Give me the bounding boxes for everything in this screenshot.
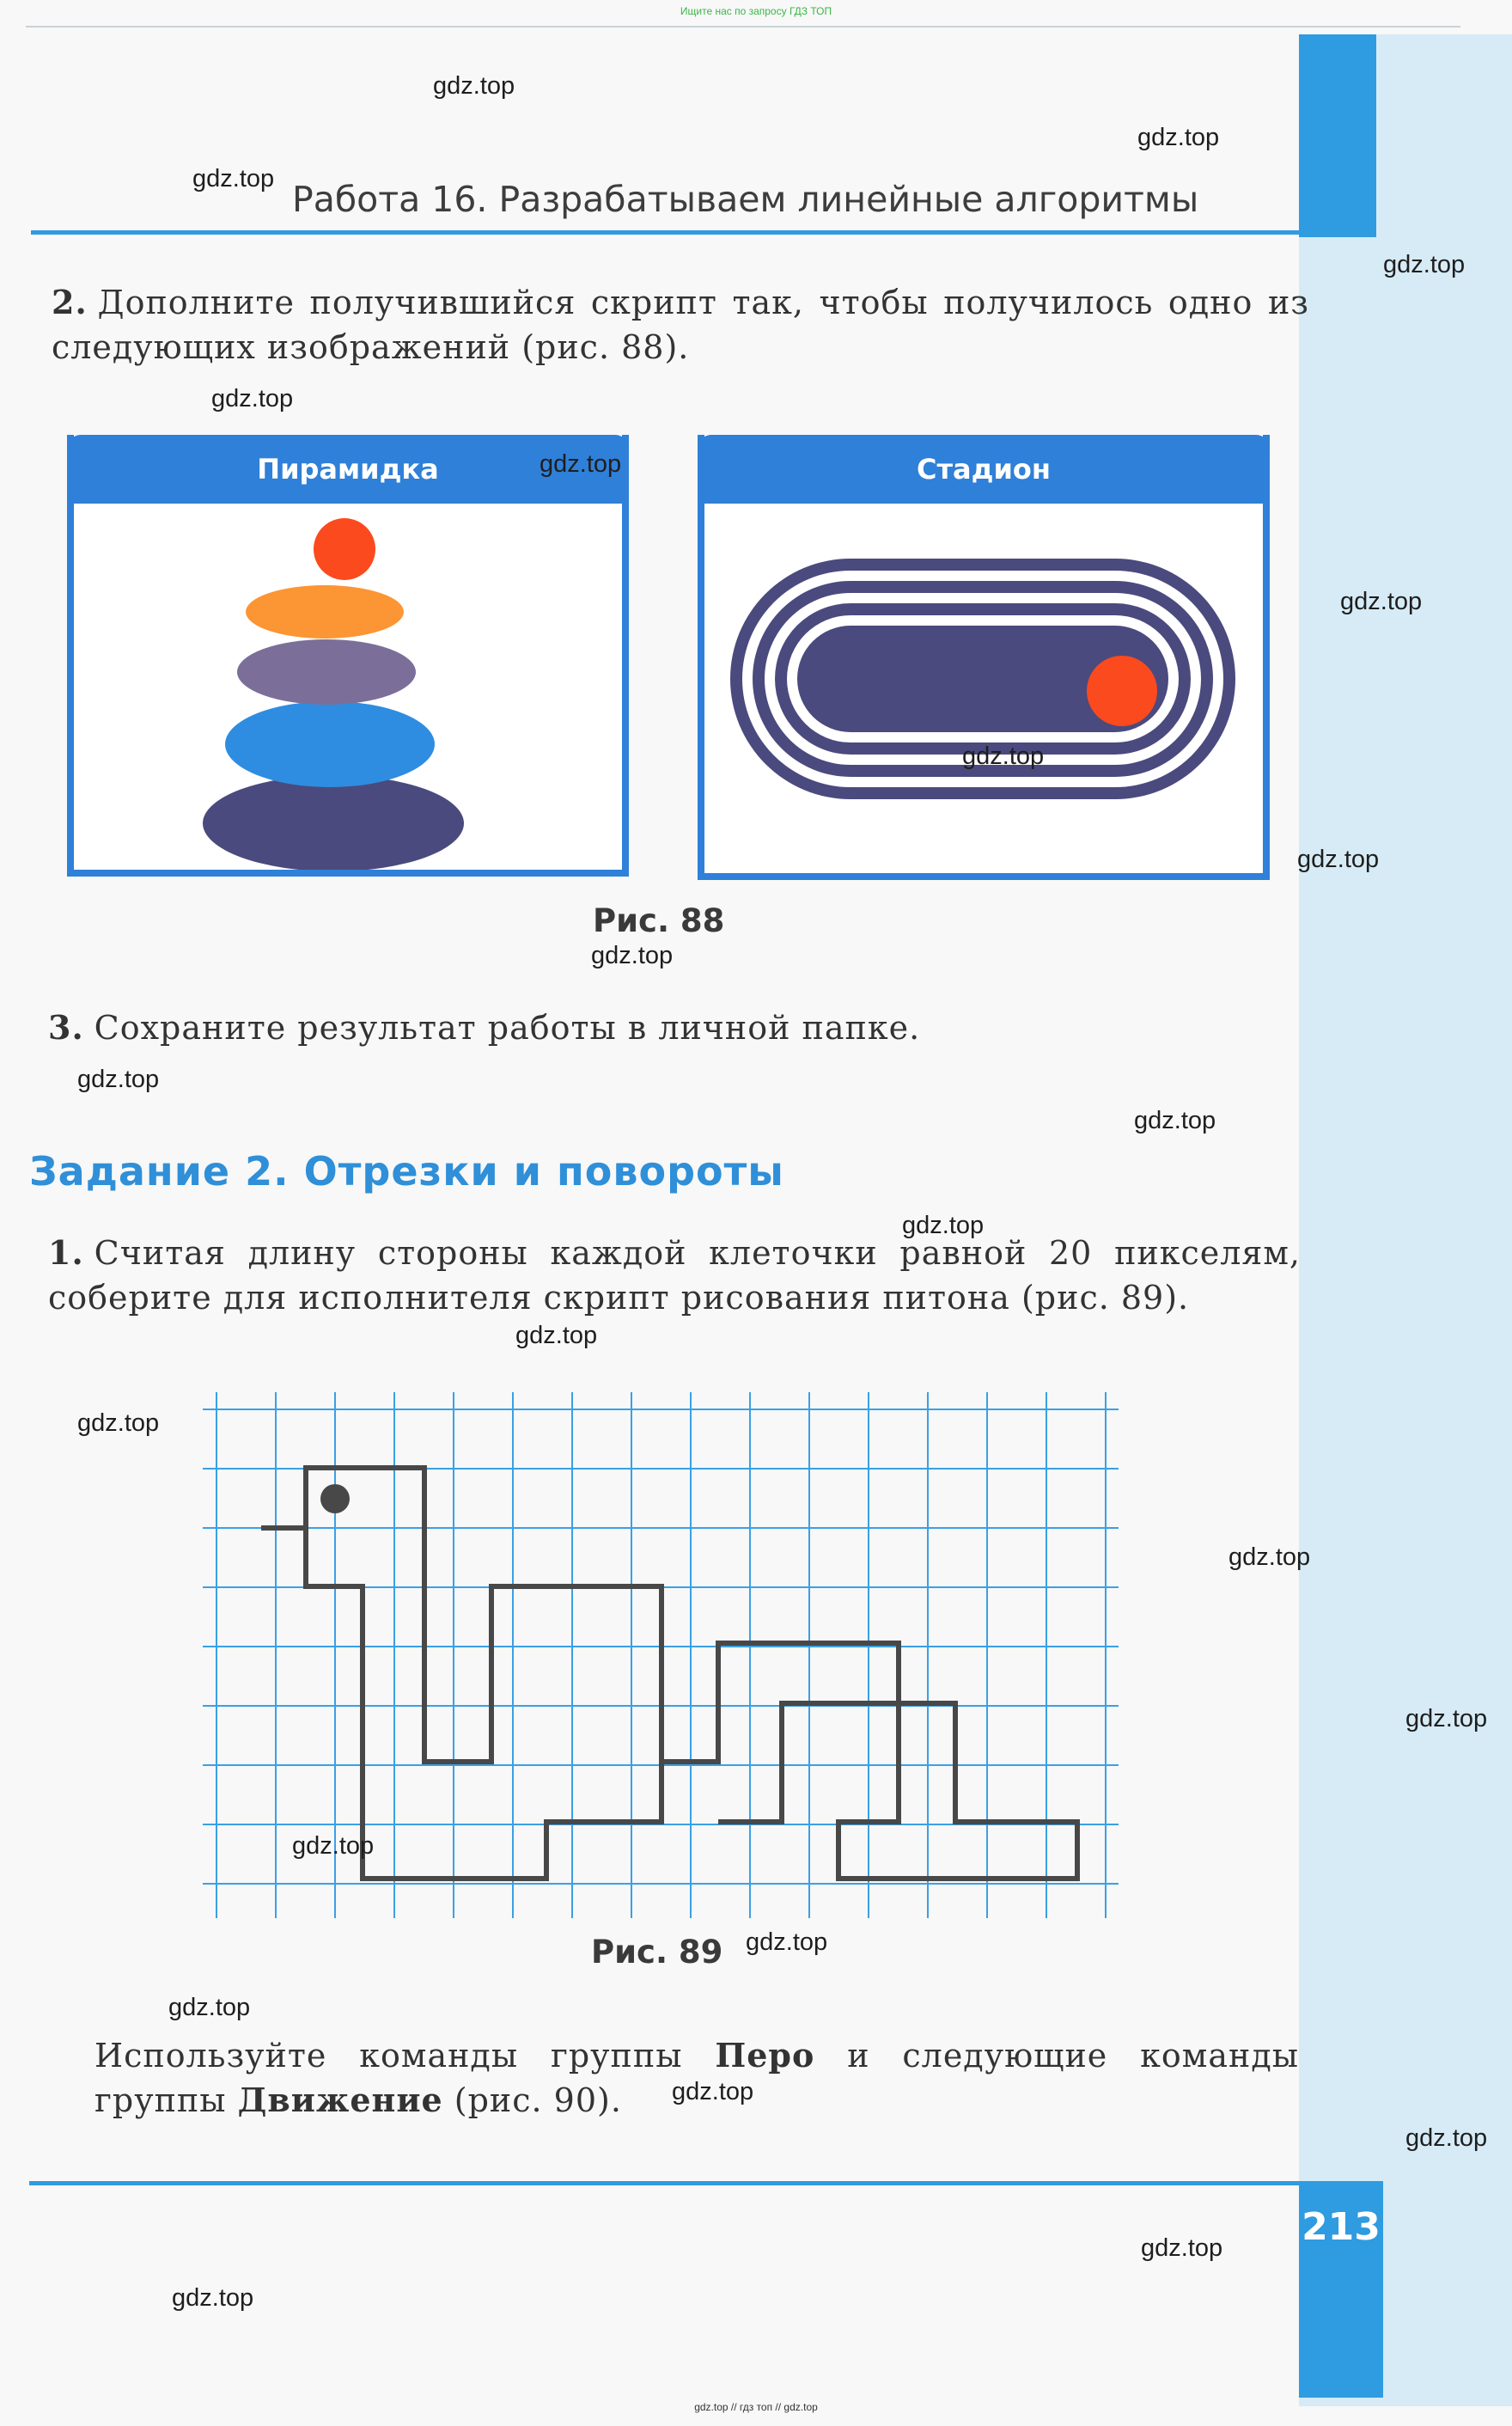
item-2-number: 2. (52, 283, 88, 321)
watermark: gdz.top (1383, 251, 1466, 278)
task-2-title: Задание 2. Отрезки и повороты (29, 1148, 784, 1195)
note-text-1: Используйте команды группы (94, 2037, 716, 2075)
watermark: gdz.top (433, 72, 515, 100)
watermark: gdz.top (902, 1212, 985, 1239)
header-tab (1299, 34, 1376, 237)
watermark: gdz.top (1137, 124, 1220, 151)
pyramid-ring-2 (246, 585, 404, 639)
pyramid-top-ball (314, 518, 375, 580)
pyramid-ring-4 (225, 701, 435, 787)
watermark: gdz.top (540, 450, 622, 478)
item-3-paragraph (48, 1005, 1302, 1050)
watermark: gdz.top (591, 942, 674, 969)
task-2-item-1-text: Считая длину стороны каждой клеточки равной 20 пикселям, соберите для исполнителя скрипт рисования питона (рис. 89). (48, 1234, 1301, 1317)
task-2-item-1-number: 1. (48, 1233, 84, 1272)
watermark: gdz.top (77, 1409, 160, 1437)
note-text-2: и следующие команды группы (94, 2037, 1299, 2119)
item-3-number: 3. (48, 1008, 84, 1047)
watermark: gdz.top (1405, 1705, 1488, 1732)
stadium-illustration (704, 504, 1263, 873)
header-rule (31, 230, 1299, 235)
top-rule (26, 26, 1460, 27)
watermark: gdz.top (1141, 2234, 1223, 2262)
note-bold-pen: Перо (715, 2036, 815, 2075)
watermark: gdz.top (672, 2078, 754, 2105)
pyramid-ring-3 (237, 639, 416, 705)
note-bold-motion: Движение (237, 2081, 443, 2119)
watermark: gdz.top (962, 742, 1045, 770)
stadium-panel-title: Стадион (698, 435, 1270, 504)
bottom-rule (29, 2181, 1299, 2185)
top-banner: Ищите нас по запросу ГДЗ ТОП (680, 5, 832, 17)
watermark: gdz.top (1340, 588, 1423, 615)
watermark: gdz.top (515, 1322, 598, 1349)
watermark: gdz.top (292, 1832, 375, 1860)
python-body-path (306, 1468, 662, 1879)
pyramid-panel-title: Пирамидка (67, 435, 629, 504)
watermark: gdz.top (1405, 2124, 1488, 2152)
figure-89-caption: Рис. 89 (591, 1934, 723, 1971)
watermark: gdz.top (172, 2284, 254, 2312)
item-2-paragraph (52, 280, 1309, 370)
pyramid-ring-5 (203, 775, 464, 870)
watermark: gdz.top (77, 1066, 160, 1093)
pyramid-panel (67, 435, 629, 877)
item-2-text: Дополните получившийся скрипт так, чтобы получилось одно из следующих изображений (рис. 88). (52, 284, 1309, 366)
page-header-title: Работа 16. Разрабатываем линейные алгоритмы (292, 179, 1199, 220)
pyramid-illustration (74, 504, 622, 870)
watermark: gdz.top (1297, 846, 1380, 873)
python-eye (320, 1484, 350, 1513)
stadium-panel (698, 435, 1270, 880)
watermark: gdz.top (168, 1994, 251, 2021)
watermark: gdz.top (211, 385, 294, 412)
task-2-item-1-paragraph (48, 1231, 1301, 1320)
page-number: 213 (1302, 2205, 1381, 2249)
watermark: gdz.top (1134, 1107, 1216, 1134)
item-3-text: Сохраните результат работы в личной папке. (94, 1009, 921, 1047)
right-margin-band (1299, 34, 1512, 2406)
figure-88-caption: Рис. 88 (593, 902, 725, 939)
watermark: gdz.top (1228, 1543, 1311, 1571)
watermark: gdz.top (746, 1928, 828, 1956)
stadium-ball (1087, 656, 1157, 726)
footer-links: gdz.top // гдз топ // gdz.top (694, 2401, 818, 2413)
note-text-3: (рис. 90). (442, 2081, 622, 2119)
watermark: gdz.top (192, 165, 275, 192)
